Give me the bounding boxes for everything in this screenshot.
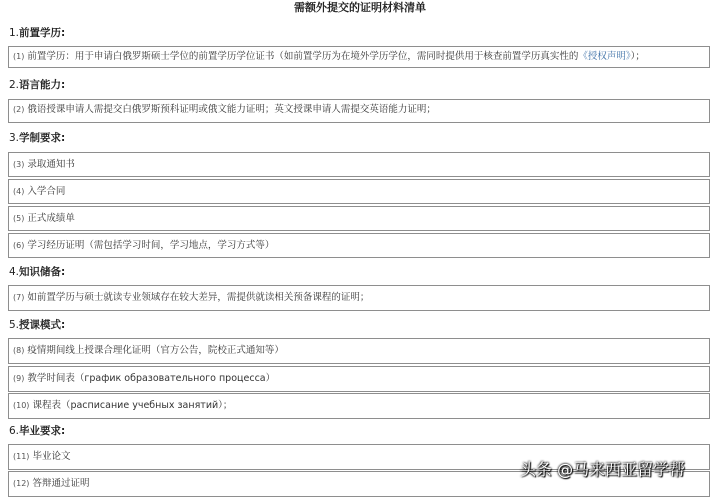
section-title: 前置学历: [19, 27, 66, 39]
item-text: 如前置学历与硕士就读专业领域存在较大差异，需提供就读相关预备课程的证明； [27, 292, 370, 303]
section-heading-language [9, 75, 65, 95]
list-item [8, 206, 710, 231]
list-item [8, 99, 710, 123]
section-number: 6. [9, 425, 20, 437]
item-number: (3) [13, 160, 25, 169]
item-text: 答辩通过证明 [32, 478, 90, 489]
section-number: 5. [9, 319, 20, 331]
section-title: 授课模式: [19, 319, 66, 331]
document-title: 需额外提交的证明材料清单 [294, 1, 426, 14]
section-number: 4. [9, 266, 20, 278]
item-number: (12) [13, 479, 30, 488]
section-title: 语言能力: [19, 79, 66, 91]
section-heading-academic-system [9, 128, 65, 148]
list-item [8, 46, 710, 68]
list-item [8, 233, 710, 258]
item-number: (10) [13, 401, 30, 410]
authorization-statement-link[interactable]: 《授权声明》 [578, 51, 631, 62]
section-heading-knowledge [9, 262, 65, 282]
item-text: 俄语授课申请人需提交白俄罗斯预科证明或俄文能力证明；英文授课申请人需提交英语能力证明； [27, 104, 436, 115]
item-number: (9) [13, 374, 25, 383]
item-text: 疫情期间线上授课合理化证明（官方公告，院校正式通知等） [27, 345, 284, 356]
item-number: (8) [13, 346, 25, 355]
section-title: 毕业要求: [19, 425, 66, 437]
section-title: 知识储备: [19, 266, 66, 278]
item-number: (4) [13, 187, 25, 196]
item-text: 录取通知书 [27, 159, 75, 170]
item-text: 教学时间表（график образовательного процесса） [27, 373, 276, 384]
item-number: (5) [13, 214, 25, 223]
item-text: 课程表（расписание учебных занятий）； [32, 400, 233, 411]
section-number: 1. [9, 27, 20, 39]
item-text: 前置学历：用于申请白俄罗斯硕士学位的前置学历学位证书（如前置学历为在境外学历学位，需同时提供用于核查前置学历真实性的 [27, 51, 579, 62]
item-text-tail: ）； [630, 51, 645, 62]
list-item [8, 152, 710, 177]
item-number: (7) [13, 293, 25, 302]
item-text: 毕业论文 [32, 451, 71, 462]
list-item [8, 179, 710, 204]
item-number: (1) [13, 52, 25, 61]
watermark: 头条 @马来西亚留学帮 [520, 460, 686, 479]
list-item [8, 393, 710, 419]
section-number: 3. [9, 132, 20, 144]
item-number: (2) [13, 105, 25, 114]
item-text: 入学合同 [27, 186, 66, 197]
list-item [8, 366, 710, 392]
item-text: 学习经历证明（需包括学习时间，学习地点，学习方式等） [27, 240, 275, 251]
section-heading-prior-education [9, 23, 65, 43]
section-title: 学制要求: [19, 132, 66, 144]
item-number: (11) [13, 452, 30, 461]
section-heading-graduation [9, 421, 65, 441]
list-item [8, 285, 710, 311]
list-item [8, 338, 710, 364]
section-heading-teaching-mode [9, 315, 65, 335]
item-number: (6) [13, 241, 25, 250]
item-text: 正式成绩单 [27, 213, 75, 224]
section-number: 2. [9, 79, 20, 91]
